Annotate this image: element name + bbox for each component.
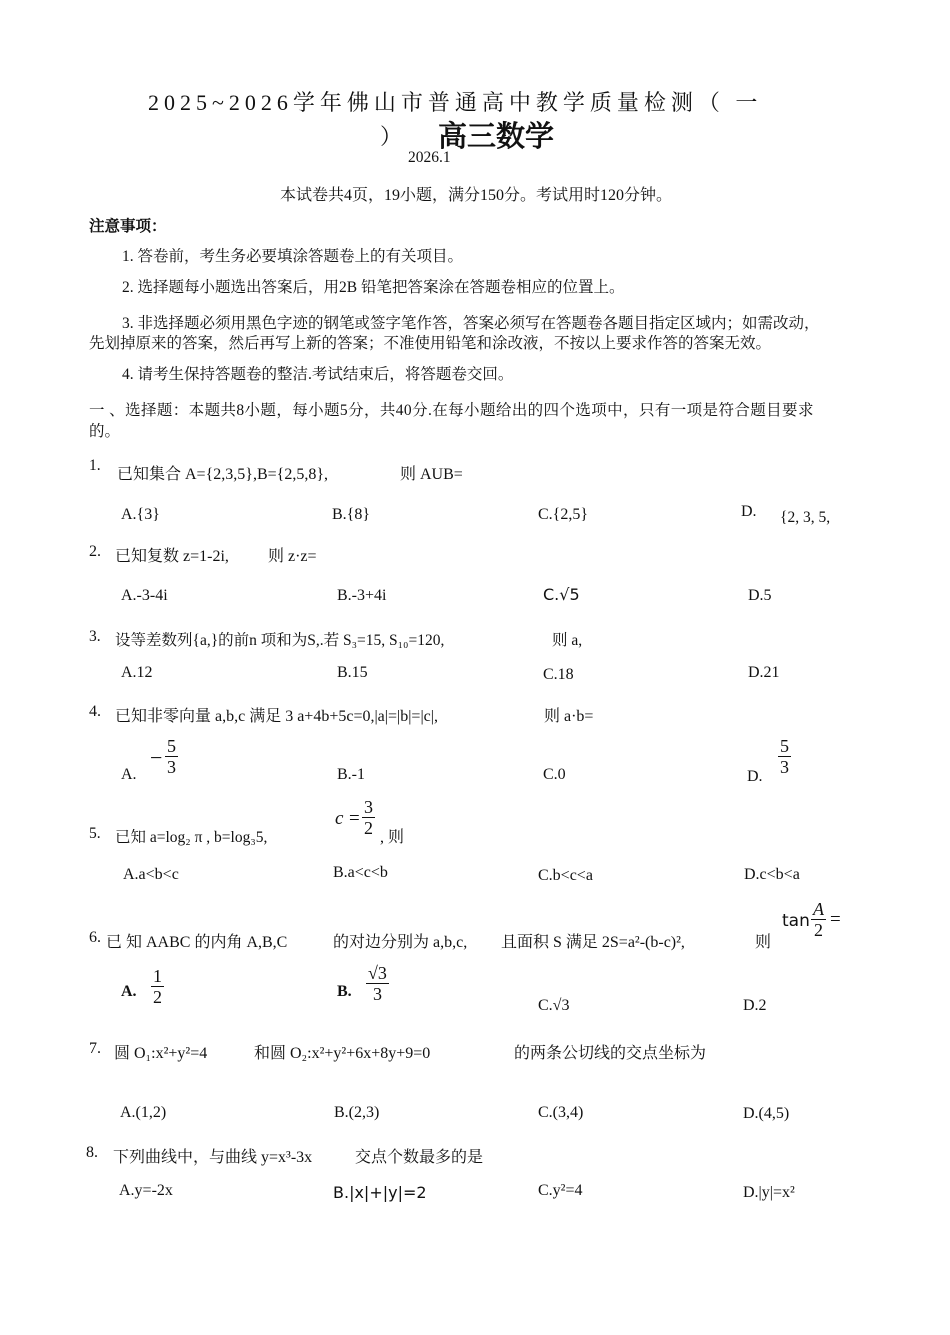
fraction-c (362, 797, 375, 838)
question-number: 5. (89, 825, 101, 842)
question-stem: 已知 a=log₂ π , b=log₃5, (115, 829, 268, 846)
option-c: C.√5 (543, 585, 580, 604)
section-heading-cont: 的。 (89, 423, 121, 440)
notice-item: 1. 答卷前，考生务必要填涂答题卷上的有关项目。 (122, 248, 464, 265)
option-c: C.{2,5} (538, 506, 589, 523)
section-heading: 一 、选择题：本题共8小题，每小题5分，共40分.在每小题给出的四个选项中，只有一项是符合题目要求 (89, 402, 814, 419)
fraction-denominator: 2 (814, 920, 823, 940)
question-number: 1. (89, 457, 101, 474)
question-stem: 设等差数列{a,}的前n 项和为S,.若 S₃=15, S₁₀=120, (115, 632, 445, 649)
option-b: B. (337, 983, 352, 1000)
option-a: A.12 (121, 664, 153, 681)
fraction-denominator: 2 (153, 987, 162, 1007)
fraction-option-b (366, 963, 389, 1004)
option-d: D.|y|=x² (743, 1184, 795, 1201)
title-subject: 高三数学 (438, 119, 555, 153)
question-number: 6. (89, 929, 101, 946)
option-d: D.2 (743, 997, 767, 1014)
question-stem: 的对边分别为 a,b,c, (333, 934, 468, 951)
fraction-numerator: 5 (167, 736, 176, 756)
question-number: 8. (86, 1144, 98, 1161)
option-d: D.c<b<a (744, 866, 800, 883)
fraction-option-a (165, 736, 178, 777)
title-line1: 2025~2026学年佛山市普通高中教学质量检测（ 一 (148, 90, 763, 115)
option-d: D.21 (748, 664, 780, 681)
question-stem: 则 AUB= (400, 466, 463, 483)
question-number: 3. (89, 628, 101, 645)
question-number: 2. (89, 543, 101, 560)
fraction-option-d (778, 736, 791, 777)
question-number: 7. (89, 1040, 101, 1057)
question-stem: 和圆 O₂:x²+y²+6x+8y+9=0 (254, 1045, 431, 1062)
exam-date: 2026.1 (408, 149, 451, 166)
minus-sign: − (150, 745, 163, 770)
option-b: B.{8} (332, 506, 371, 523)
option-c: C.0 (543, 766, 566, 783)
option-b: B.15 (337, 664, 368, 681)
fraction-numerator: A (813, 899, 824, 919)
option-c: C.y²=4 (538, 1182, 583, 1199)
fraction-numerator: 5 (780, 736, 789, 756)
option-a: A.a<b<c (123, 866, 179, 883)
variable-c: c (335, 808, 344, 829)
option-a: A. (121, 766, 137, 783)
fraction-tan (811, 899, 826, 940)
option-d-value: {2, 3, 5, (780, 509, 831, 526)
question-stem: 则 a, (552, 632, 583, 649)
question-stem: 已知集合 A={2,3,5},B={2,5,8}, (117, 466, 328, 483)
title-paren: ） (380, 124, 408, 149)
option-d: D. (747, 768, 763, 785)
option-b: B.-3+4i (337, 587, 387, 604)
notice-heading: 注意事项： (89, 217, 167, 235)
question-stem: 下列曲线中，与曲线 y=x³-3x (113, 1149, 313, 1166)
option-a: A.{3} (121, 506, 160, 523)
fraction-denominator: 3 (372, 984, 382, 1004)
notice-item-cont: 先划掉原来的答案，然后再写上新的答案；不准使用铅笔和涂改液，不按以上要求作答的答案无效。 (89, 335, 772, 352)
exam-info: 本试卷共4页，19小题，满分150分。考试用时120分钟。 (280, 187, 673, 204)
question-stem: 已知非零向量 a,b,c 满足 3 a+4b+5c=0,|a|=|b|=|c|, (115, 708, 438, 725)
notice-item: 4. 请考生保持答题卷的整洁.考试结束后，将答题卷交回。 (122, 366, 514, 383)
option-a: A.(1,2) (120, 1104, 167, 1121)
question-stem: 则 z·z= (268, 548, 317, 565)
option-a: A.-3-4i (121, 587, 168, 604)
option-d: D. (741, 503, 757, 520)
fraction-denominator: 3 (167, 757, 176, 777)
option-b: B.-1 (337, 766, 365, 783)
question-number: 4. (89, 703, 101, 720)
notice-item: 3. 非选择题必须用黑色字迹的钢笔或签字笔作答，答案必须写在答题卷各题目指定区域内；如需改动， (122, 315, 820, 332)
fraction-numerator: 3 (364, 797, 373, 817)
fraction-numerator: √3 (368, 963, 387, 983)
option-c: C.√3 (538, 997, 570, 1014)
notice-item: 2. 选择题每小题选出答案后，用2B 铅笔把答案涂在答题卷相应的位置上。 (122, 279, 625, 296)
option-a: A. (121, 983, 137, 1000)
option-b: B.(2,3) (334, 1104, 380, 1121)
fraction-denominator: 2 (364, 818, 373, 838)
option-c: C.(3,4) (538, 1104, 584, 1121)
option-d: D.(4,5) (743, 1105, 790, 1122)
question-stem: 圆 O₁:x²+y²=4 (114, 1045, 208, 1062)
question-stem: 交点个数最多的是 (355, 1149, 484, 1166)
option-b: B.|x|+|y|=2 (333, 1183, 427, 1202)
option-d: D.5 (748, 587, 772, 604)
question-stem: 则 (755, 934, 772, 951)
equals-sign: = (349, 808, 360, 829)
fraction-denominator: 3 (780, 757, 789, 777)
question-stem: 已知复数 z=1-2i, (115, 548, 229, 565)
option-c: C.18 (543, 666, 574, 683)
option-b: B.a<c<b (333, 864, 388, 881)
fraction-numerator: 1 (153, 966, 162, 986)
question-stem: , 则 (380, 829, 405, 846)
equals-sign: = (830, 909, 841, 930)
question-stem: 已 知 AABC 的内角 A,B,C (106, 934, 288, 951)
option-c: C.b<c<a (538, 867, 593, 884)
tan-label: tan (782, 911, 810, 931)
option-a: A.y=-2x (119, 1182, 173, 1199)
question-stem: 则 a·b= (544, 708, 594, 725)
question-stem: 的两条公切线的交点坐标为 (514, 1045, 707, 1062)
fraction-option-a (151, 966, 164, 1007)
question-stem: 且面积 S 满足 2S=a²-(b-c)², (501, 934, 685, 951)
